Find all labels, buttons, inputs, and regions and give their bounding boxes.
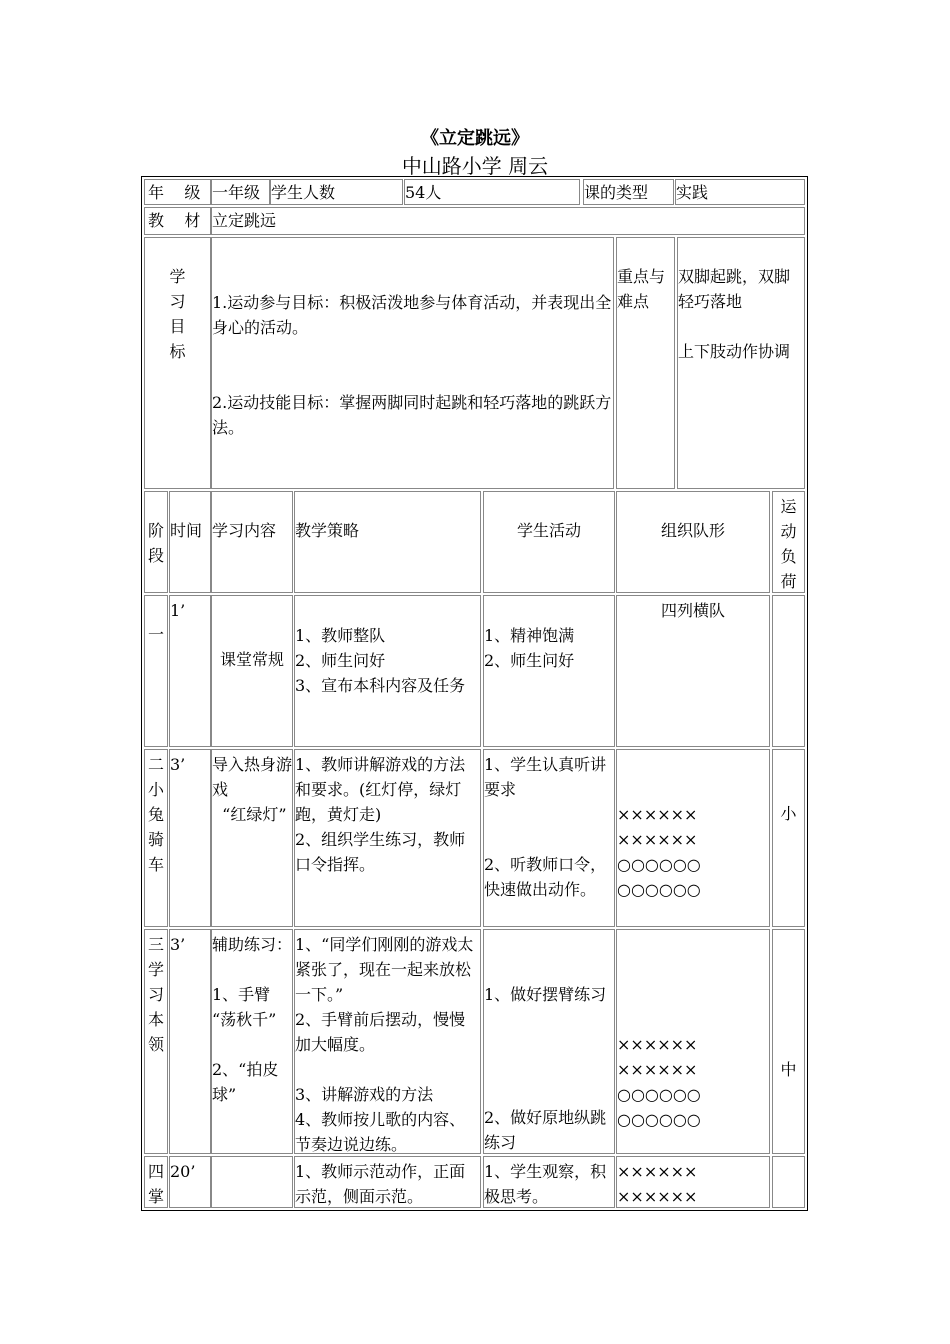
key-difficulty-label: 重点与难点	[616, 237, 675, 489]
load-1	[772, 595, 805, 747]
time-4: 20’	[169, 1156, 211, 1208]
lesson-type-value: 实践	[675, 179, 805, 205]
students-label: 学生人数	[270, 179, 403, 205]
strategy-2: 1、教师讲解游戏的方法和要求。(红灯停，绿灯跑，黄灯走) 2、组织学生练习，教师口令指挥。	[294, 749, 481, 927]
grade-value: 一年级	[211, 179, 270, 205]
students-value: 54人	[404, 179, 580, 205]
student-3-a: 1、做好摆臂练习	[484, 985, 607, 1004]
student-1: 1、精神饱满 2、师生问好	[483, 595, 615, 747]
stage-4: 四 掌	[144, 1156, 168, 1208]
col-formation: 组织队形	[616, 491, 770, 593]
formation-2	[616, 749, 770, 927]
col-student: 学生活动	[483, 491, 615, 593]
student-3-b: 2、做好原地纵跳练习	[484, 1108, 607, 1152]
col-strategy: 教学策略	[294, 491, 481, 593]
content-1: 课堂常规	[211, 595, 293, 747]
time-3: 3’	[169, 929, 211, 1154]
time-1: 1’	[169, 595, 211, 747]
strategy-4: 1、教师示范动作，正面示范，侧面示范。	[294, 1156, 481, 1208]
goals-list	[211, 237, 614, 489]
formation-4: ×××××× ××××××	[616, 1156, 770, 1208]
time-2: 3’	[169, 749, 211, 927]
col-content: 学习内容	[211, 491, 293, 593]
student-2: 1、学生认真听讲要求 2、听教师口令，快速做出动作。	[483, 749, 615, 927]
load-4	[772, 1156, 805, 1208]
load-2: 小	[772, 749, 805, 927]
document-title: 《立定跳远》	[421, 128, 529, 149]
goal-item: 2.运动技能目标：掌握两脚同时起跳和轻巧落地的跳跃方法。	[212, 393, 612, 437]
key-difficulty-value: 双脚起跳，双脚轻巧落地 上下肢动作协调	[677, 237, 805, 489]
strategy-3: 1、“同学们刚刚的游戏太紧张了，现在一起来放松一下。” 2、手臂前后摆动，慢慢加大幅度。 3、讲解游戏的方法 4、教师按儿歌的内容、节奏边说边练。	[294, 929, 481, 1154]
stage-3: 三 学 习 本 领	[144, 929, 168, 1154]
material-value: 立定跳远	[211, 207, 805, 235]
goals-label: 学 习 目 标	[144, 237, 211, 489]
strategy-1: 1、教师整队 2、师生问好 3、宣布本科内容及任务	[294, 595, 481, 747]
goal-item: 1.运动参与目标：积极活泼地参与体育活动，并表现出全身心的活动。	[212, 293, 612, 337]
student-3	[483, 929, 615, 1154]
formation-grid: ×××××× ×××××× ○○○○○○ ○○○○○○	[617, 805, 701, 899]
content-3: 辅助练习： 1、手臂 “荡秋千” 2、“拍皮球”	[211, 929, 293, 1154]
load-3: 中	[772, 929, 805, 1154]
student-4: 1、学生观察，积极思考。	[483, 1156, 615, 1208]
stage-2: 二 小 兔 骑 车	[144, 749, 168, 927]
content-4	[211, 1156, 293, 1208]
lesson-plan-table	[141, 176, 808, 1211]
col-load: 运 动 负 荷	[772, 491, 805, 593]
grade-label: 年 级	[144, 179, 211, 205]
formation-grid: ×××××× ×××××× ○○○○○○ ○○○○○○	[617, 1035, 701, 1129]
content-2: 导入热身游戏 “红绿灯”	[211, 749, 293, 927]
formation-3	[616, 929, 770, 1154]
col-stage: 阶 段	[144, 491, 168, 593]
formation-1: 四列横队	[616, 595, 770, 747]
document-subtitle: 中山路小学 周云	[401, 154, 549, 178]
lesson-type-label: 课的类型	[583, 179, 674, 205]
material-label: 教 材	[144, 207, 211, 235]
stage-1: 一	[144, 595, 168, 747]
col-time: 时间	[169, 491, 211, 593]
